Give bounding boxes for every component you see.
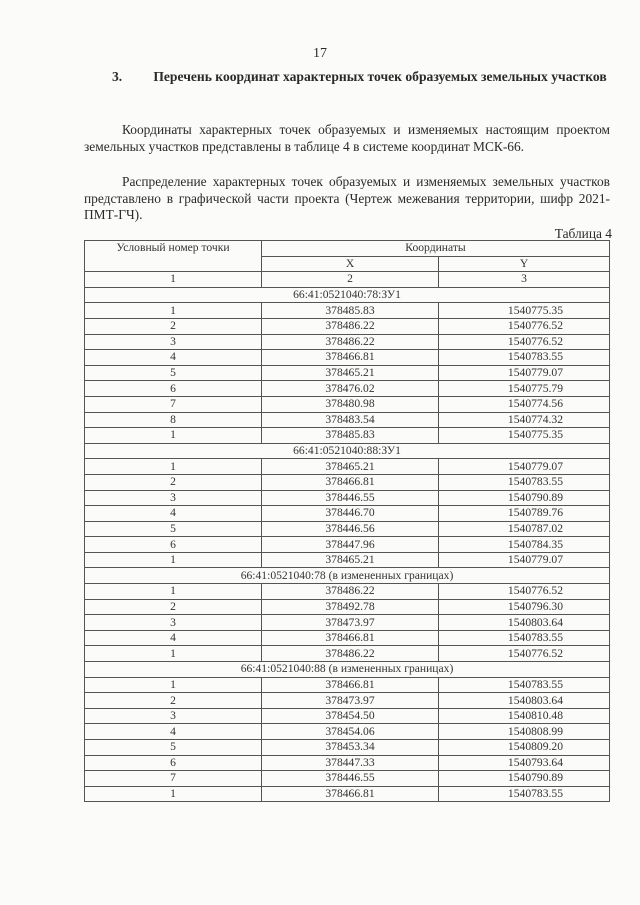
header-y: Y: [439, 256, 610, 272]
coord-y: 1540809.20: [439, 740, 610, 756]
table-row: [85, 755, 610, 771]
coord-x: 378486.22: [262, 334, 439, 350]
coord-x: 378480.98: [262, 396, 439, 412]
table-row: [85, 646, 610, 662]
section-heading: [112, 68, 608, 86]
table-row: [85, 474, 610, 490]
point-number: 1: [85, 303, 262, 319]
table-row: [85, 599, 610, 615]
table-row: [85, 396, 610, 412]
coord-x: 378446.55: [262, 490, 439, 506]
coord-x: 378485.83: [262, 428, 439, 444]
coord-x: 378454.06: [262, 724, 439, 740]
point-number: 2: [85, 318, 262, 334]
coord-y: 1540790.89: [439, 490, 610, 506]
coord-x: 378466.81: [262, 474, 439, 490]
coord-x: 378473.97: [262, 615, 439, 631]
coord-y: 1540803.64: [439, 693, 610, 709]
table-row: [85, 365, 610, 381]
parcel-name: 66:41:0521040:78 (в измененных границах): [85, 568, 610, 584]
table-row: [85, 677, 610, 693]
group-row: [85, 287, 610, 303]
point-number: 7: [85, 771, 262, 787]
coord-y: 1540779.07: [439, 365, 610, 381]
point-number: 6: [85, 537, 262, 553]
coord-y: 1540783.55: [439, 630, 610, 646]
coord-x: 378454.50: [262, 708, 439, 724]
coord-y: 1540789.76: [439, 506, 610, 522]
section-title: Перечень координат характерных точек образуемых земельных участков: [153, 69, 607, 84]
point-number: 3: [85, 334, 262, 350]
table-row: [85, 459, 610, 475]
coord-y: 1540796.30: [439, 599, 610, 615]
coord-y: 1540774.56: [439, 396, 610, 412]
table-row: [85, 490, 610, 506]
group-row: [85, 568, 610, 584]
point-number: 1: [85, 786, 262, 802]
coord-x: 378446.56: [262, 521, 439, 537]
point-number: 2: [85, 693, 262, 709]
coord-y: 1540775.35: [439, 303, 610, 319]
coord-y: 1540774.32: [439, 412, 610, 428]
page-number: 17: [313, 46, 327, 61]
parcel-name: 66:41:0521040:88 (в измененных границах): [85, 662, 610, 678]
coord-y: 1540810.48: [439, 708, 610, 724]
coord-x: 378453.34: [262, 740, 439, 756]
table-row: [85, 584, 610, 600]
table-row: [85, 615, 610, 631]
coord-y: 1540776.52: [439, 318, 610, 334]
coord-y: 1540803.64: [439, 615, 610, 631]
coord-x: 378486.22: [262, 646, 439, 662]
paragraph-1: Координаты характерных точек образуемых и изменяемых настоящим проектом земельных участков представлены в таблице 4 в системе координат МСК-66.: [84, 122, 610, 154]
point-number: 1: [85, 677, 262, 693]
table-row: [85, 552, 610, 568]
column-number-1: 1: [85, 272, 262, 288]
coord-x: 378483.54: [262, 412, 439, 428]
point-number: 4: [85, 630, 262, 646]
coord-y: 1540776.52: [439, 334, 610, 350]
coord-y: 1540783.55: [439, 786, 610, 802]
coord-y: 1540776.52: [439, 646, 610, 662]
point-number: 4: [85, 724, 262, 740]
coord-y: 1540783.55: [439, 677, 610, 693]
table-header: [85, 241, 610, 288]
coord-y: 1540776.52: [439, 584, 610, 600]
parcel-name: 66:41:0521040:78:ЗУ1: [85, 287, 610, 303]
coord-y: 1540783.55: [439, 350, 610, 366]
point-number: 5: [85, 740, 262, 756]
point-number: 7: [85, 396, 262, 412]
table-row: [85, 412, 610, 428]
paragraph-2: Распределение характерных точек образуемых и изменяемых земельных участков представлено в графической части проекта (Чертеж межевания территории, шифр 2021-ПМТ-ГЧ).: [84, 174, 610, 222]
coord-x: 378486.22: [262, 318, 439, 334]
point-number: 4: [85, 350, 262, 366]
coord-x: 378447.96: [262, 537, 439, 553]
point-number: 1: [85, 646, 262, 662]
coord-x: 378476.02: [262, 381, 439, 397]
coord-y: 1540784.35: [439, 537, 610, 553]
table-row: [85, 381, 610, 397]
header-point-number: Условный номер точки: [85, 241, 262, 272]
table-row: [85, 318, 610, 334]
coord-y: 1540783.55: [439, 474, 610, 490]
point-number: 3: [85, 708, 262, 724]
coord-x: 378465.21: [262, 459, 439, 475]
coord-y: 1540779.07: [439, 459, 610, 475]
coord-y: 1540790.89: [439, 771, 610, 787]
table-row: [85, 708, 610, 724]
coord-y: 1540793.64: [439, 755, 610, 771]
coord-y: 1540775.79: [439, 381, 610, 397]
table-row: [85, 428, 610, 444]
coord-y: 1540787.02: [439, 521, 610, 537]
point-number: 2: [85, 599, 262, 615]
coord-x: 378485.83: [262, 303, 439, 319]
group-row: [85, 443, 610, 459]
point-number: 3: [85, 490, 262, 506]
coord-x: 378466.81: [262, 677, 439, 693]
point-number: 6: [85, 381, 262, 397]
coord-x: 378447.33: [262, 755, 439, 771]
point-number: 1: [85, 552, 262, 568]
point-number: 2: [85, 474, 262, 490]
point-number: 3: [85, 615, 262, 631]
coord-x: 378466.81: [262, 786, 439, 802]
point-number: 1: [85, 459, 262, 475]
table-caption: Таблица 4: [554, 226, 612, 241]
point-number: 1: [85, 428, 262, 444]
point-number: 1: [85, 584, 262, 600]
coord-x: 378466.81: [262, 630, 439, 646]
point-number: 8: [85, 412, 262, 428]
table-row: [85, 521, 610, 537]
header-x: X: [262, 256, 439, 272]
coordinates-table: [84, 240, 610, 802]
coord-x: 378446.55: [262, 771, 439, 787]
table-row: [85, 506, 610, 522]
coord-y: 1540808.99: [439, 724, 610, 740]
coord-y: 1540779.07: [439, 552, 610, 568]
header-coordinates: Координаты: [262, 241, 610, 257]
coord-x: 378486.22: [262, 584, 439, 600]
table-row: [85, 334, 610, 350]
point-number: 5: [85, 365, 262, 381]
table-row: [85, 303, 610, 319]
group-row: [85, 662, 610, 678]
coord-x: 378473.97: [262, 693, 439, 709]
parcel-name: 66:41:0521040:88:ЗУ1: [85, 443, 610, 459]
point-number: 5: [85, 521, 262, 537]
table-row: [85, 630, 610, 646]
coord-x: 378492.78: [262, 599, 439, 615]
column-number-2: 2: [262, 272, 439, 288]
coord-x: 378466.81: [262, 350, 439, 366]
table-row: [85, 537, 610, 553]
table-row: [85, 740, 610, 756]
coord-x: 378465.21: [262, 552, 439, 568]
column-number-3: 3: [439, 272, 610, 288]
table-row: [85, 786, 610, 802]
coord-y: 1540775.35: [439, 428, 610, 444]
point-number: 6: [85, 755, 262, 771]
section-number: 3.: [112, 69, 123, 84]
coord-x: 378465.21: [262, 365, 439, 381]
coord-x: 378446.70: [262, 506, 439, 522]
table-row: [85, 693, 610, 709]
table-body: [85, 287, 610, 802]
table-row: [85, 771, 610, 787]
table-row: [85, 350, 610, 366]
table-row: [85, 724, 610, 740]
point-number: 4: [85, 506, 262, 522]
